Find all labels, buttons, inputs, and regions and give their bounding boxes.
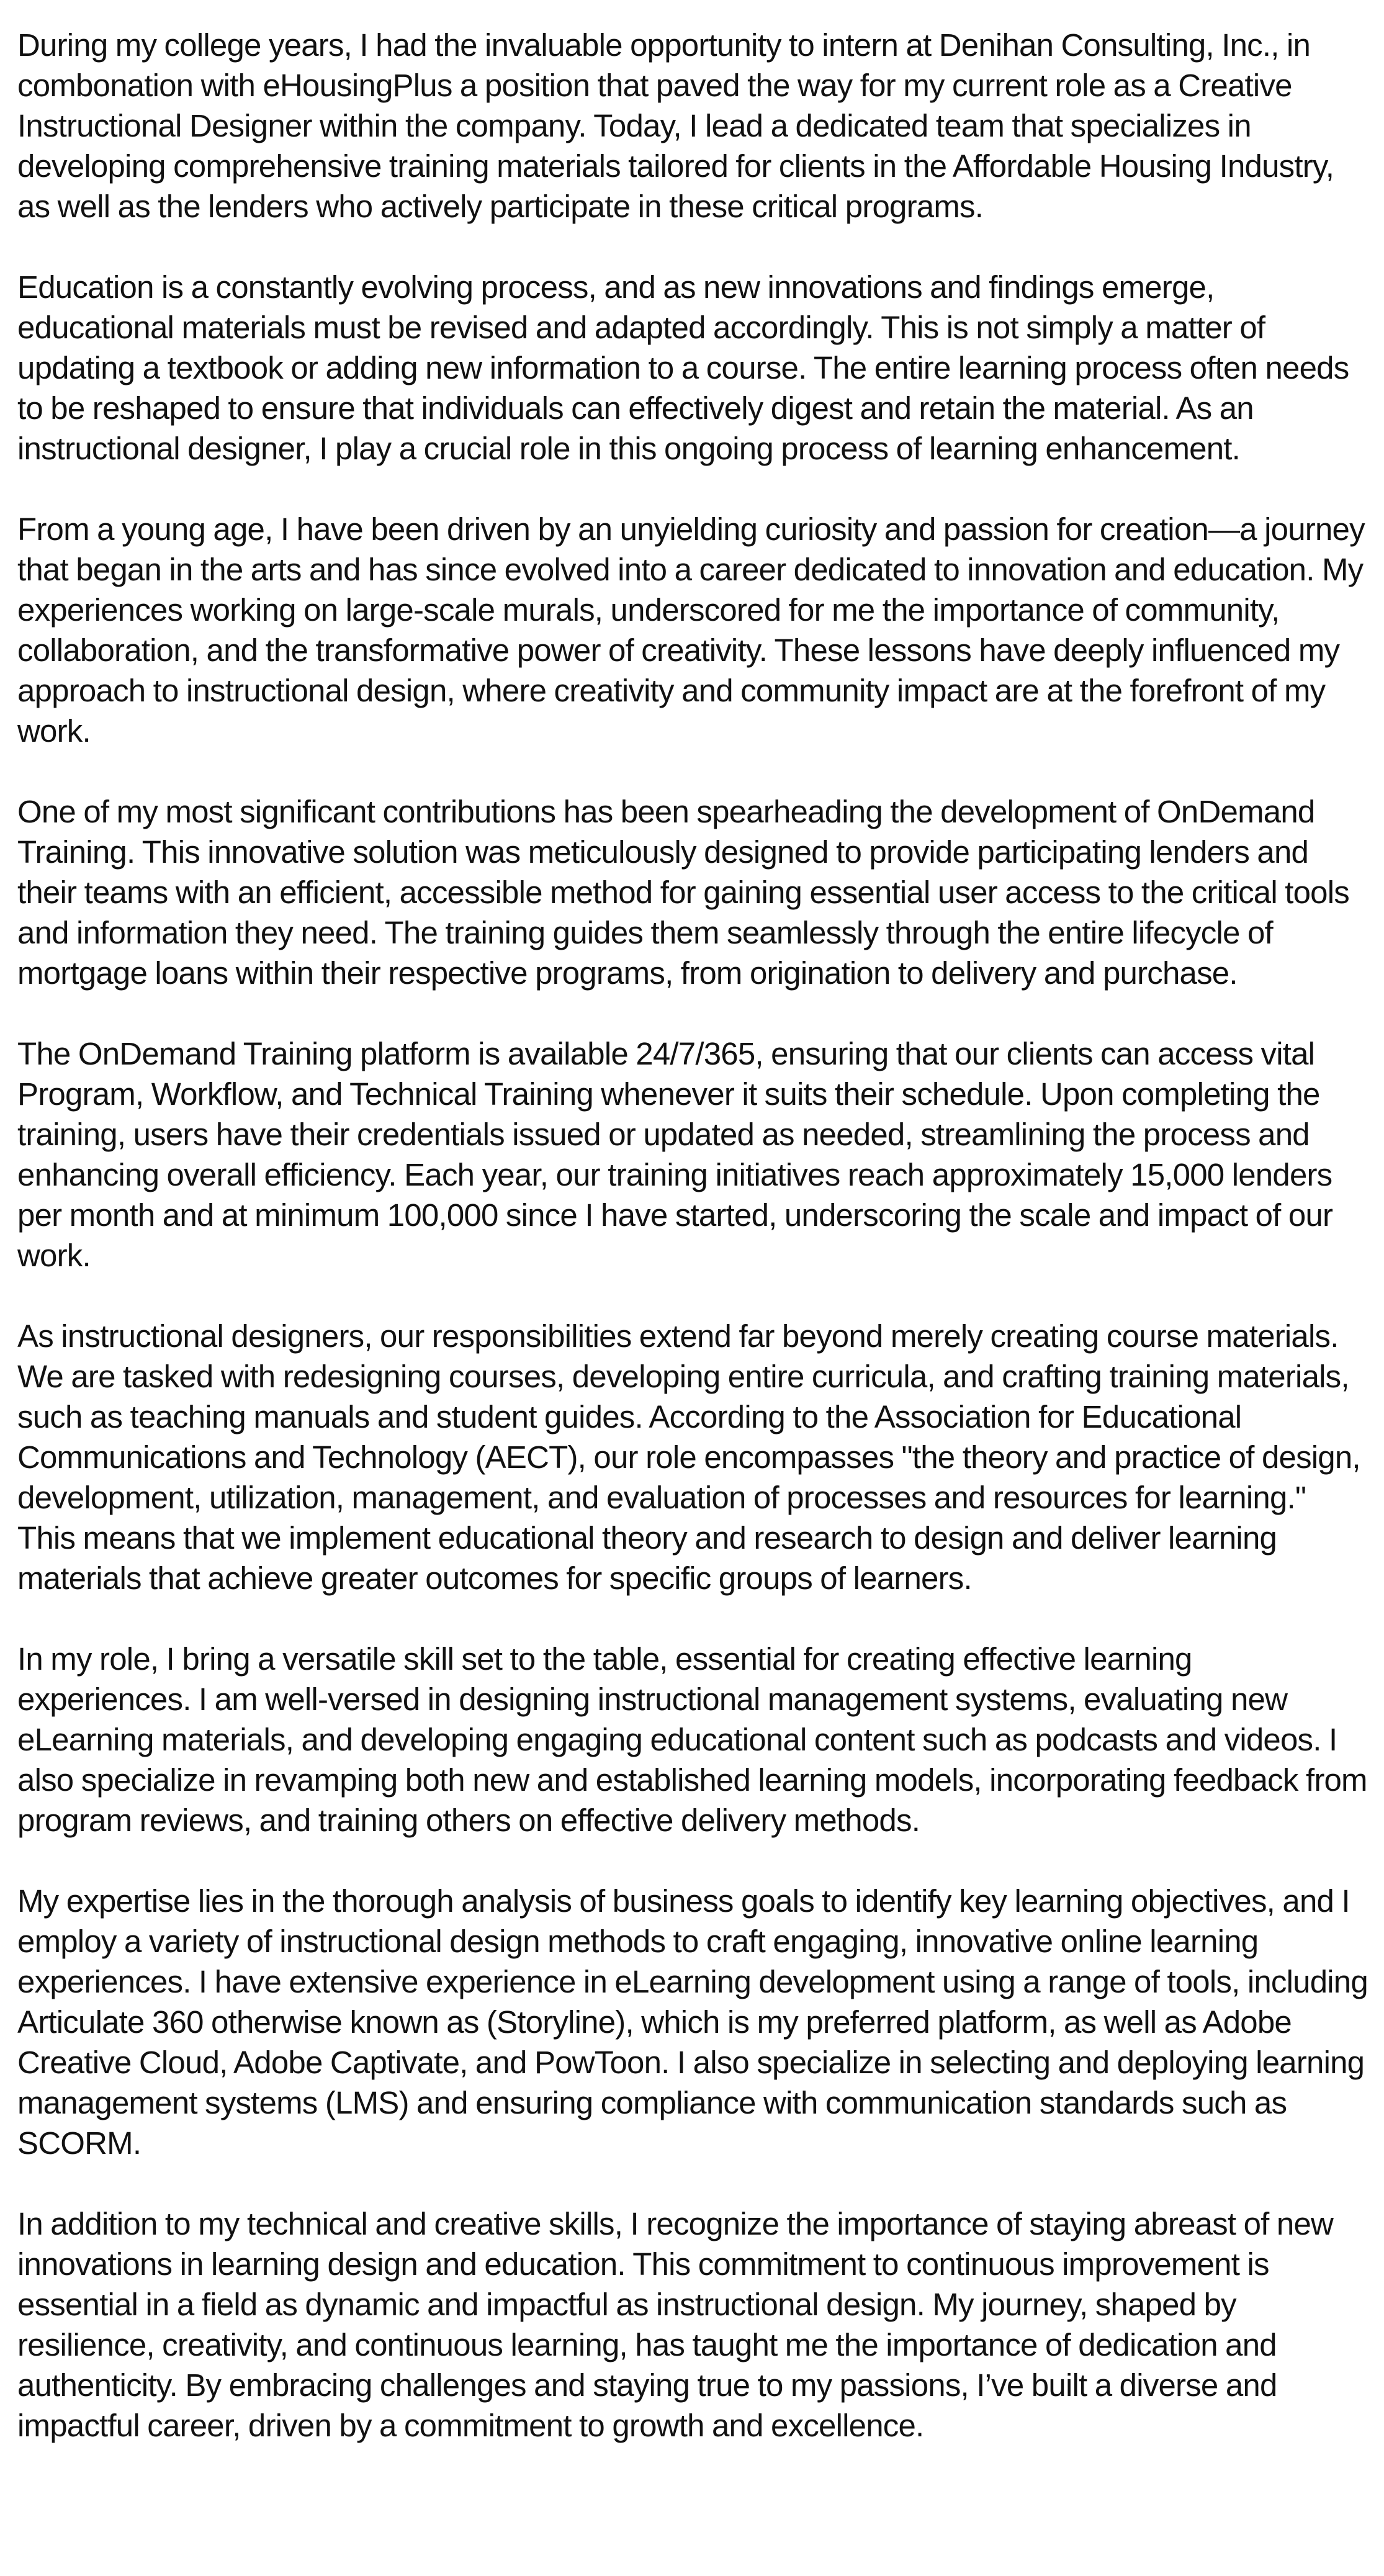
paragraph-conclusion: In addition to my technical and creative skills, I recognize the importance of staying abreast of new innovations in learning design and education. This commitment to continuous improvement is essential in a field as dynamic and impactful as instructional design. My journey, shaped by resilience, creativity, and continuous learning, has taught me the importance of dedication and authenticity. By embracing challenges and staying true to my passions, I’ve built a diverse and impactful career, driven by a commitment to growth and excellence. <box>17 2206 1334 2443</box>
paragraph-ondemand: One of my most significant contributions has been spearheading the development of OnDemand Training. This innovative solution was meticulously designed to provide participating lenders and their teams with an efficient, accessible method for gaining essential user access to the critical tools and information they need. The training guides them seamlessly through the entire lifecycle of mortgage loans within their respective programs, from origination to delivery and purchase. <box>17 794 1349 991</box>
paragraph-platform: The OnDemand Training platform is available 24/7/365, ensuring that our clients can access vital Program, Workflow, and Technical Training whenever it suits their schedule. Upon completing the training, users have their credentials issued or updated as needed, streamlining the process and enhancing overall efficiency. Each year, our training initiatives reach approximately 15,000 lenders per month and at minimum 100,000 since I have started, underscoring the scale and impact of our work. <box>17 1036 1333 1273</box>
paragraph-education: Education is a constantly evolving process, and as new innovations and findings emerge, educational materials must be revised and adapted accordingly. This is not simply a matter of updating a textbook or adding new information to a course. The entire learning process often needs to be reshaped to ensure that individuals can effectively digest and retain the material. As an instructional designer, I play a crucial role in this ongoing process of learning enhancement. <box>17 269 1349 466</box>
paragraph-expertise: My expertise lies in the thorough analysis of business goals to identify key learning objectives, and I employ a variety of instructional design methods to craft engaging, innovative online learning experiences. I have extensive experience in eLearning development using a range of tools, including Articulate 360 otherwise known as (Storyline), which is my preferred platform, as well as Adobe Creative Cloud, Adobe Captivate, and PowToon. I also specialize in selecting and deploying learning management systems (LMS) and ensuring compliance with communication standards such as SCORM. <box>17 1883 1368 2161</box>
paragraph-skill-set: In my role, I bring a versatile skill set to the table, essential for creating effective learning experiences. I am well-versed in designing instructional management systems, evaluating new eLearning materials, and developing engaging educational content such as podcasts and videos. I also specialize in revamping both new and established learning models, incorporating feedback from program reviews, and training others on effective delivery methods. <box>17 1641 1367 1838</box>
paragraph-curiosity: From a young age, I have been driven by an unyielding curiosity and passion for creation—a journey that began in the arts and has since evolved into a career dedicated to innovation and education. My experiences working on large-scale murals, underscored for me the importance of community, collaboration, and the transformative power of creativity. These lessons have deeply influenced my approach to instructional design, where creativity and community impact are at the forefront of my work. <box>17 511 1365 749</box>
paragraph-internship: During my college years, I had the invaluable opportunity to intern at Denihan Consulting, Inc., in combonation with eHousingPlus a position that paved the way for my current role as a Creative Instructional Designer within the company. Today, I lead a dedicated team that specializes in developing comprehensive training materials tailored for clients in the Affordable Housing Industry, as well as the lenders who actively participate in these critical programs. <box>17 27 1334 224</box>
paragraph-responsibilities: As instructional designers, our responsibilities extend far beyond merely creating course materials. We are tasked with redesigning courses, developing entire curricula, and crafting training materials, such as teaching manuals and student guides. According to the Association for Educational Communications and Technology (AECT), our role encompasses "the theory and practice of design, development, utilization, management, and evaluation of processes and resources for learning." This means that we implement educational theory and research to design and deliver learning materials that achieve greater outcomes for specific groups of learners. <box>17 1318 1360 1596</box>
document-body <box>17 25 1370 2446</box>
